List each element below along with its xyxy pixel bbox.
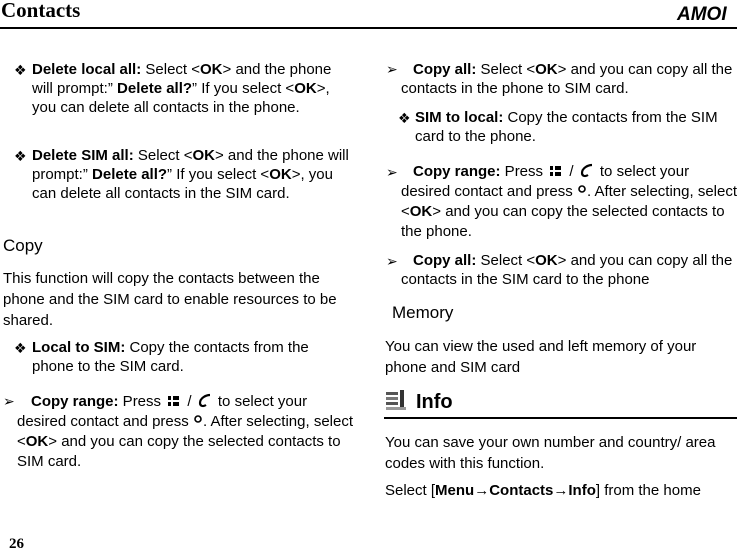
arrow-bullet-icon: ➢ [386, 164, 398, 180]
text: Select < [133, 147, 193, 164]
text: >, you can delete all contacts in the SIM card. [32, 166, 333, 202]
text: . After selecting, select < [17, 413, 354, 450]
ok-key: OK [294, 80, 317, 97]
text: Select < [476, 61, 536, 78]
copy-range-item-left [17, 392, 353, 472]
term: SIM to local: [415, 109, 504, 126]
diamond-bullet-icon: ❖ [398, 110, 411, 126]
info-heading: Info [416, 391, 453, 413]
arrow-bullet-icon: ➢ [3, 393, 15, 409]
info-description: You can save your own number and country/ area codes with this function. [385, 434, 716, 472]
term: Copy range: [31, 393, 119, 410]
term: Copy all: [413, 61, 477, 78]
text: Copy the contacts from the SIM card to the phone. [415, 109, 718, 145]
amoi-logo [676, 3, 734, 23]
ok-key: OK [535, 252, 558, 269]
text: Select < [476, 252, 536, 269]
term: Copy range: [413, 163, 501, 180]
text: / [183, 393, 196, 410]
memory-description: You can view the used and left memory of your phone and SIM card [385, 338, 697, 376]
ok-key: OK [25, 433, 49, 450]
header-rule [0, 27, 737, 29]
sim-to-local-item [415, 108, 735, 146]
term: Delete SIM all: [32, 147, 134, 164]
ok-key-icon [193, 415, 203, 429]
diamond-bullet-icon: ❖ [14, 148, 27, 164]
prompt-text: Delete all? [117, 80, 193, 97]
path-arrow: → [474, 482, 490, 499]
text: Select [ [385, 482, 436, 499]
page-number: 26 [9, 536, 24, 552]
select-menu-path [385, 480, 737, 501]
text: Select < [141, 61, 201, 78]
path-arrow: → [553, 482, 569, 499]
copy-heading: Copy [3, 236, 43, 255]
phonebook-key-icon [165, 393, 183, 409]
text: to select your desired contact and press [401, 163, 690, 200]
ok-key: OK [269, 166, 292, 183]
diamond-bullet-icon: ❖ [14, 340, 27, 356]
term: Local to SIM: [32, 339, 126, 356]
arrow-bullet-icon: ➢ [386, 61, 398, 77]
memory-heading: Memory [392, 303, 454, 322]
copy-description: This function will copy the contacts between the phone and the SIM card to enable resources to be shared. [3, 270, 337, 329]
text: Press [118, 393, 166, 410]
ok-key: OK [192, 147, 215, 164]
text: > and you can copy the selected contacts to SIM card. [17, 433, 341, 470]
copy-all-item-1 [401, 60, 737, 98]
copy-all-item-2 [401, 251, 737, 289]
menu-path-item: Info [568, 482, 596, 499]
text: ” If you select < [167, 166, 270, 183]
diamond-bullet-icon: ❖ [14, 62, 27, 78]
text: ” If you select < [192, 80, 295, 97]
text: / [565, 163, 578, 180]
ok-key-icon [577, 185, 587, 199]
delete-sim-all-item [32, 146, 354, 203]
term: Copy all: [413, 252, 477, 269]
local-to-sim-item [32, 338, 347, 376]
text: Copy the contacts from the phone to the SIM card. [32, 339, 309, 375]
text: ] from the home [595, 482, 701, 499]
page-header-title: Contacts [1, 0, 81, 22]
info-heading-rule [384, 417, 737, 419]
ok-key: OK [409, 203, 433, 220]
phonebook-key-icon [547, 163, 565, 179]
text: . After selecting, select < [401, 183, 737, 220]
menu-path-item: Contacts [489, 482, 554, 499]
text: > and you can copy all the contacts in the SIM card to the phone [401, 252, 733, 288]
delete-local-all-item [32, 60, 352, 117]
edit-key-icon [578, 163, 596, 179]
text: to select your desired contact and press [17, 393, 308, 430]
copy-range-item-right [401, 162, 737, 242]
info-section-icon [385, 389, 407, 411]
text: > and you can copy all the contacts in the phone to SIM card. [401, 61, 733, 97]
text: > and you can copy the selected contacts to the phone. [401, 203, 725, 240]
logo-text: AMOI [677, 4, 727, 23]
ok-key: OK [535, 61, 558, 78]
edit-key-icon [196, 393, 214, 409]
text: > and the phone will prompt:” [32, 147, 349, 183]
prompt-text: Delete all? [92, 166, 168, 183]
term: Delete local all: [32, 61, 142, 78]
menu-path-item: Menu [435, 482, 475, 499]
ok-key: OK [200, 61, 223, 78]
arrow-bullet-icon: ➢ [386, 253, 398, 269]
text: >, you can delete all contacts in the phone. [32, 80, 330, 116]
text: > and the phone will prompt:” [32, 61, 332, 97]
text: Press [500, 163, 548, 180]
